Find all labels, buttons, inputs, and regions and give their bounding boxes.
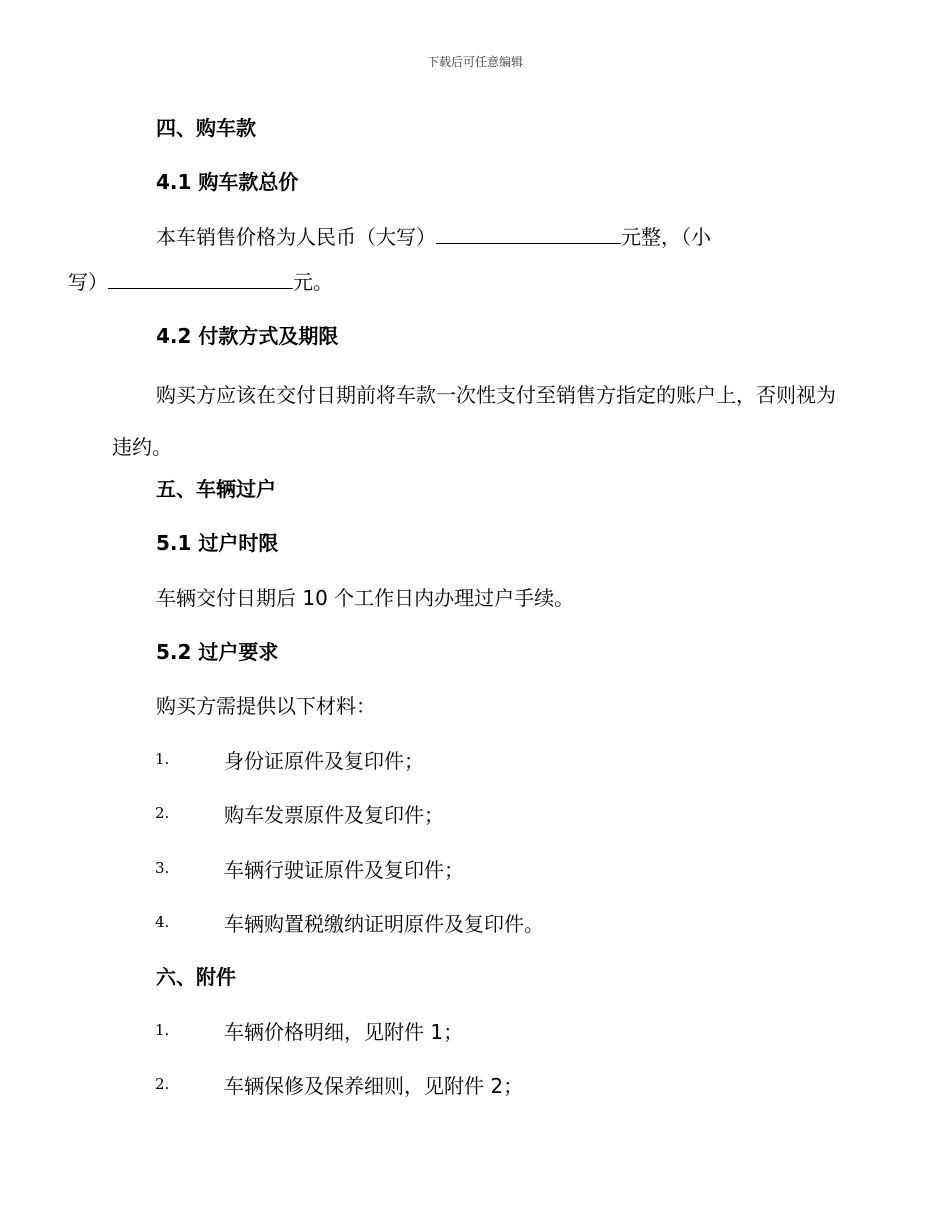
- list-item: [155, 1017, 835, 1047]
- price-lowercase-blank: [108, 287, 293, 289]
- price-line1-prefix: 本车销售价格为人民币（大写）: [156, 225, 436, 249]
- price-line2-suffix: 元。: [293, 270, 333, 294]
- section-5-1-title: 5.1 过户时限: [156, 531, 279, 555]
- list-text: 购车发票原件及复印件；: [224, 803, 444, 827]
- section-4-2-title: 4.2 付款方式及期限: [156, 324, 339, 348]
- materials-intro: 购买方需提供以下材料：: [156, 694, 376, 718]
- list-number: 1.: [155, 1021, 170, 1039]
- list-text: 车辆保修及保养细则，见附件 2；: [224, 1074, 524, 1098]
- list-item: [155, 855, 835, 885]
- list-number: 2.: [155, 1075, 170, 1093]
- section-5-2-title: 5.2 过户要求: [156, 640, 279, 664]
- list-text: 车辆价格明细，见附件 1；: [224, 1020, 464, 1044]
- price-line2: [68, 260, 333, 305]
- list-text: 车辆购置税缴纳证明原件及复印件。: [224, 912, 544, 936]
- section-4-title: 四、购车款: [156, 116, 256, 140]
- price-line1-suffix: 元整，（小: [621, 225, 711, 249]
- list-item: [155, 1071, 835, 1101]
- list-item: [155, 800, 835, 830]
- transfer-time-text: 车辆交付日期后 10 个工作日内办理过户手续。: [156, 586, 575, 610]
- price-paragraph: [68, 215, 837, 305]
- section-5-title: 五、车辆过户: [156, 477, 276, 501]
- list-number: 3.: [155, 859, 170, 877]
- list-item: [155, 909, 835, 939]
- list-number: 1.: [155, 750, 170, 768]
- list-item: [155, 746, 835, 776]
- section-4-1-title: 4.1 购车款总价: [156, 170, 299, 194]
- payment-paragraph: 购买方应该在交付日期前将车款一次性支付至销售方指定的账户上，否则视为违约。: [112, 383, 836, 459]
- price-uppercase-blank: [436, 242, 621, 244]
- list-text: 车辆行驶证原件及复印件；: [224, 858, 464, 882]
- price-line2-prefix: 写）: [68, 270, 108, 294]
- section-6-title: 六、附件: [156, 965, 236, 989]
- list-text: 身份证原件及复印件；: [224, 749, 424, 773]
- list-number: 2.: [155, 804, 170, 822]
- list-number: 4.: [155, 913, 170, 931]
- page-header: 下载后可任意编辑: [426, 55, 523, 69]
